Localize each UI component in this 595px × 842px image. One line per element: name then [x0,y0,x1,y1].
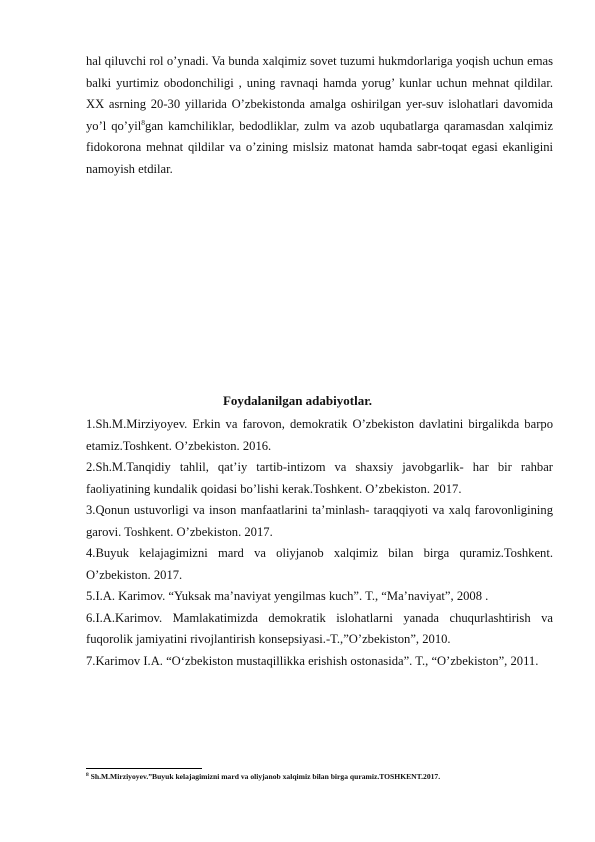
reference-item: 7.Karimov I.A. “O‘zbekiston mustaqillikka erishish ostonasida”. T., “O’zbekiston”, 2011. [86,653,539,668]
references-heading: Foydalanilgan adabiyotlar. [222,393,373,408]
footnote-number: 8 [86,772,89,778]
reference-item: 3.Qonun ustuvorligi va inson manfaatlarini ta’minlash- taraqqiyoti va xalq farovonligining garovi. Toshkent. O’zbekiston. 2017. [86,503,553,539]
references-list [86,414,553,672]
reference-item: 5.I.A. Karimov. “Yuksak ma’naviyat yengilmas kuch”. T., “Ma’naviyat”, 2008 . [86,589,489,603]
footnote [86,771,553,782]
footnote-text: Sh.M.Mirziyoyev.”Buyuk kelajagimizni mard va oliyjanob xalqimiz bilan birga quramiz.TOSHKENT.2017. [88,772,441,781]
paragraph-text [86,51,553,180]
reference-item: 1.Sh.M.Mirziyoyev. Erkin va farovon, demokratik O’zbekiston davlatini birgalikda barpo etamiz.Toshkent. O’zbekiston. 2016. [86,417,553,453]
body-paragraph [86,51,553,180]
reference-item: 6.I.A.Karimov. Mamlakatimizda demokratik islohatlarni yanada chuqurlashtirish va fuqorolik jamiyatini rivojlantirish konsepsiyasi.-T.,”O’zbekiston”, 2010. [86,610,553,646]
footnote-reference: 8 [141,117,146,127]
paragraph-text-part-1: hal qiluvchi rol o’ynadi. Va bunda xalqimiz sovet tuzumi hukmdorlariga yoqish uchun emas balki yurtimiz obodonchiligi , uning ravnaqi hamda yorug’ kunlar uchun mehnat qildilar. XX asrning 20-30 yillarida O’zbekistonda amalga oshirilgan yer-suv islohatlari davomida yo’l qo’yil [86,54,553,133]
reference-item: 4.Buyuk kelajagimizni mard va oliyjanob xalqimiz bilan birga quramiz.Toshkent. O’zbekiston. 2017. [86,546,553,582]
paragraph-text-part-2: gan kamchiliklar, bedodliklar, zulm va azob uqubatlarga qaramasdan xalqimiz fidokorona mehnat qildilar va o’zining mislsiz matonat hamda sabr-toqat egasi ekanligini namoyish etdilar. [86,118,553,176]
footnote-divider [86,768,202,769]
reference-item: 2.Sh.M.Tanqidiy tahlil, qat’iy tartib-intizom va shaxsiy javobgarlik- har bir rahbar faoliyatining kundalik qoidasi bo’lishi kerak.Toshkent. O’zbekiston. 2017. [86,460,553,496]
